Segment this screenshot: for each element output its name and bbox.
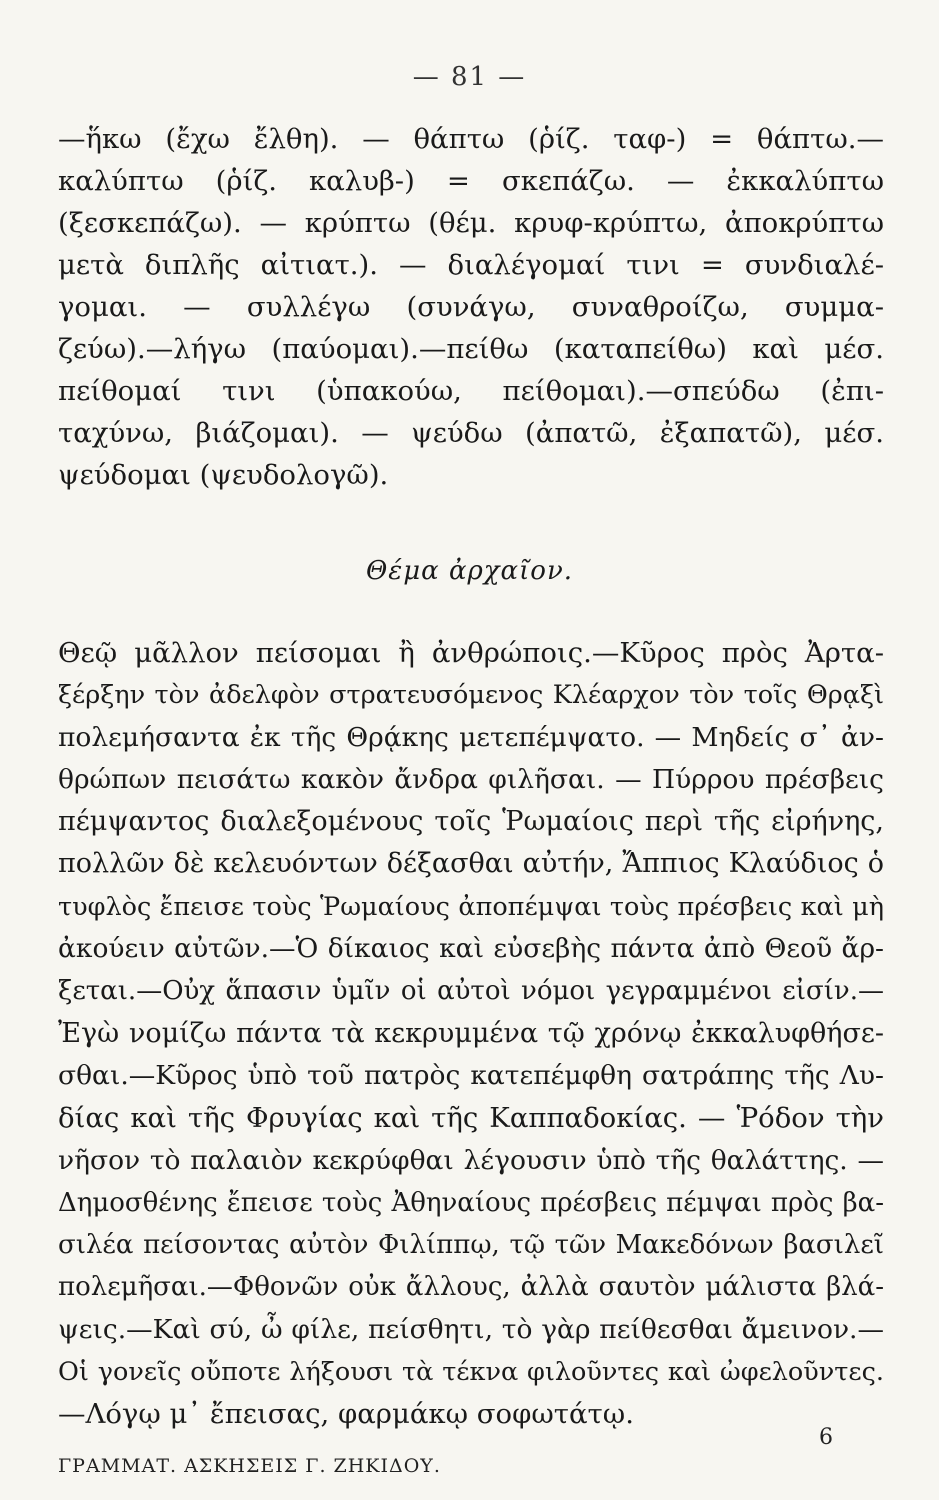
exercise-line: Δημοσθένης ἔπεισε τοὺς Ἀθηναίους πρέσβεις πέμψαι πρὸς βα- xyxy=(58,1187,884,1218)
vocabulary-block xyxy=(58,118,884,496)
exercise-line: Ἐγὼ νομίζω πάντα τὰ κεκρυμμένα τῷ χρόνῳ ἐκκαλυφθήσε- xyxy=(58,1017,884,1049)
exercise-line: ξεται.—Οὐχ ἅπασιν ὑμῖν οἱ αὐτοὶ νόμοι γεγραμμένοι εἰσίν.— xyxy=(58,976,884,1007)
exercise-line: τυφλὸς ἔπεισε τοὺς Ῥωμαίους ἀποπέμψαι τοὺς πρέσβεις καὶ μὴ xyxy=(58,891,884,922)
exercise-line: ξέρξην τὸν ἀδελφὸν στρατευσόμενος Κλέαρχον τὸν τοῖς Θρᾳξὶ xyxy=(58,680,884,711)
sheet-number: 6 xyxy=(819,1425,833,1450)
exercise-line: Οἱ γονεῖς οὔποτε λήξουσι τὰ τέκνα φιλοῦντες καὶ ὠφελοῦντες. xyxy=(58,1357,884,1388)
exercise-line: ἀκούειν αὐτῶν.—Ὁ δίκαιος καὶ εὐσεβὴς πάντα ἀπὸ Θεοῦ ἄρ- xyxy=(58,933,884,965)
exercise-line: νῆσον τὸ παλαιὸν κεκρύφθαι λέγουσιν ὑπὸ τῆς θαλάττης. — xyxy=(58,1144,884,1176)
section-heading: Θέμα ἀρχαῖον. xyxy=(365,556,574,586)
page-number: — 81 — xyxy=(412,62,527,92)
vocabulary-line: ταχύνω, βιάζομαι). — ψεύδω (ἀπατῶ, ἐξαπατῶ), μέσ. xyxy=(58,417,884,449)
exercise-line: σθαι.—Κῦρος ὑπὸ τοῦ πατρὸς κατεπέμφθη σατράπης τῆς Λυ- xyxy=(58,1059,884,1091)
exercise-line: —Λόγῳ μ᾽ ἔπεισας, φαρμάκῳ σοφωτάτῳ. xyxy=(58,1398,634,1431)
exercise-line: ψεις.—Καὶ σύ, ὦ φίλε, πείσθητι, τὸ γὰρ πείθεσθαι ἄμεινον.— xyxy=(58,1313,884,1345)
vocabulary-line: γομαι. — συλλέγω (συνάγω, συναθροίζω, συμμα- xyxy=(58,291,884,323)
footer-signature: ΓΡΑΜΜΑΤ. ΑΣΚΗΣΕΙΣ Γ. ΖΗΚΙΔΟΥ. xyxy=(58,1455,441,1477)
exercise-line: πολεμῆσαι.—Φθονῶν οὐκ ἄλλους, ἀλλὰ σαυτὸν μάλιστα βλά- xyxy=(58,1272,884,1303)
exercise-line: Θεῷ μᾶλλον πείσομαι ἢ ἀνθρώποις.—Κῦρος πρὸς Ἀρτα- xyxy=(58,637,884,669)
vocabulary-line: (ξεσκεπάζω). — κρύπτω (θέμ. κρυφ-κρύπτω, ἀποκρύπτω xyxy=(58,207,884,239)
vocabulary-line: ζεύω).—λήγω (παύομαι).—πείθω (καταπείθω) καὶ μέσ. xyxy=(58,333,884,365)
exercise-line: πέμψαντος διαλεξομένους τοῖς Ῥωμαίοις περὶ τῆς εἰρήνης, xyxy=(58,806,884,838)
exercise-block xyxy=(58,632,884,1436)
vocabulary-line: καλύπτω (ῥίζ. καλυβ-) = σκεπάζω. — ἐκκαλύπτω xyxy=(58,165,884,197)
exercise-line: πολλῶν δὲ κελευόντων δέξασθαι αὐτήν, Ἄππιος Κλαύδιος ὁ xyxy=(58,848,884,880)
vocabulary-line: —ἥκω (ἔχω ἔλθη). — θάπτω (ῥίζ. ταφ-) = θάπτω.— xyxy=(58,123,884,155)
exercise-line: σιλέα πείσοντας αὐτὸν Φιλίππῳ, τῷ τῶν Μακεδόνων βασιλεῖ xyxy=(58,1230,884,1261)
vocabulary-line: μετὰ διπλῆς αἰτιατ.). — διαλέγομαί τινι = συνδιαλέ- xyxy=(58,249,884,281)
exercise-line: πολεμήσαντα ἐκ τῆς Θρᾴκης μετεπέμψατο. — Μηδείς σ᾽ ἀν- xyxy=(58,721,884,753)
vocabulary-line: ψεύδομαι (ψευδολογῶ). xyxy=(58,459,389,491)
exercise-line: δίας καὶ τῆς Φρυγίας καὶ τῆς Καππαδοκίας. — Ῥόδον τὴν xyxy=(58,1102,884,1135)
exercise-line: θρώπων πεισάτω κακὸν ἄνδρα φιλῆσαι. — Πύρρου πρέσβεις xyxy=(58,763,884,795)
vocabulary-line: πείθομαί τινι (ὑπακούω, πείθομαι).—σπεύδω (ἐπι- xyxy=(58,375,884,407)
